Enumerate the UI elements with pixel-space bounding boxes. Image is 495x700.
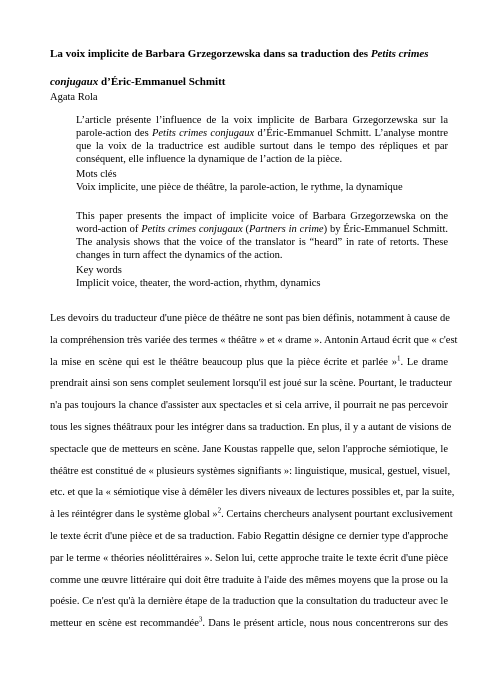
body-line (50, 373, 452, 395)
body-line-text: à les réintégrer dans le système global » (50, 509, 218, 521)
abstract-english (76, 210, 448, 262)
body-line-text: spectacle que de metteurs en scène. Jane Koustas rappelle que, selon l'approche sémiotique, le (50, 443, 448, 455)
body-line (50, 482, 455, 504)
keywords-en: Implicit voice, theater, the word-action, rhythm, dynamics (76, 278, 321, 289)
body-line-text: metteur en scène est recommandée (50, 618, 199, 630)
body-line-text-after: . Le drame (400, 356, 449, 368)
title-part1: La voix implicite de Barbara Grzegorzewska dans sa traduction des (50, 48, 371, 60)
abstract-french (76, 114, 448, 166)
body-line (50, 613, 448, 635)
body-line (50, 526, 448, 548)
body-line (50, 548, 448, 570)
body-line (50, 591, 448, 613)
body-line-text: prendrait ainsi son sens complet seulement lorsqu'il est joué sur la scène. Pourtant, le traducteur (50, 378, 452, 390)
keywords-en-label: Key words (76, 265, 122, 276)
title-italic-1: Petits crimes (370, 48, 429, 60)
abstract-en-italic-2: Partners in crime (249, 224, 324, 235)
body-line-text: comme une œuvre littéraire qui doit être traduite à l'aide des mêmes moyens que la prose ou la (50, 574, 448, 586)
article-title (50, 40, 450, 96)
body-line (50, 308, 448, 330)
author-name: Agata Rola (50, 92, 98, 103)
body-line-text: etc. et que la « sémiotique vise à démêler les divers niveaux de lectures possibles et, par la suite, (50, 487, 455, 499)
footnote-marker[interactable]: 3 (198, 615, 203, 624)
body-line (50, 570, 448, 592)
footnote-marker[interactable]: 1 (396, 354, 401, 363)
body-paragraph (50, 308, 458, 635)
abstract-en-text-mid: ( (242, 224, 250, 235)
abstract-fr-italic: Petits crimes conjugaux (151, 128, 255, 139)
body-line (50, 352, 448, 374)
abstract-en-text-b: ) by Éric-Emmanuel Schmitt. The analysis shows that the voice of the translator is “heard” in rate of retorts. These changes in turn affect the dynamics of the action. (76, 224, 448, 261)
body-line-text-after: . Certains chercheurs analysent pourtant exclusivement (221, 509, 453, 521)
body-line-text: la compréhension très variée des termes « théâtre » et « drame ». Antonin Artaud écrit que « c'est (50, 334, 458, 346)
abstract-en-text-a: This paper presents the impact of implicite voice of Barbara Grzegorzewska on the word-action of (76, 211, 448, 235)
title-part2: d’Éric-Emmanuel Schmitt (98, 76, 226, 88)
body-line-text-after: . Dans le présent article, nous nous concentrerons sur des (202, 618, 448, 630)
footnote-marker[interactable]: 2 (217, 506, 222, 515)
body-line (50, 461, 451, 483)
body-line-text: le texte écrit d'une pièce et de sa traduction. Fabio Regattin désigne ce dernier type d'approche (50, 530, 448, 542)
body-line (50, 439, 448, 461)
body-line (50, 330, 458, 352)
body-line (50, 395, 448, 417)
keywords-fr-label: Mots clés (76, 169, 117, 180)
body-line-text: théâtre est constitué de « plusieurs systèmes signifiants »: linguistique, musical, gestuel, visuel, (50, 465, 451, 477)
body-line (50, 417, 452, 439)
abstract-fr-text-a: L’article présente l’influence de la voix implicite de Barbara Grzegorzewska sur la parole-action des (76, 115, 448, 139)
body-line-text: Les devoirs du traducteur d'une pièce de théâtre ne sont pas bien définis, notamment à cause de (50, 313, 450, 324)
abstract-en-italic-1: Petits crimes conjugaux (141, 224, 243, 235)
body-line-text: n'a pas toujours la chance d'assister aux spectacles et si cela arrive, il pourrait ne pas percevoir (50, 400, 448, 412)
body-line-text: poésie. Ce n'est qu'à la dernière étape de la traduction que la consultation du traducteur avec le (50, 596, 448, 608)
body-line-text: tous les signes théâtraux pour les intégrer dans sa traduction. En plus, il y a autant de visions de (50, 421, 452, 433)
keywords-fr: Voix implicite, une pièce de théâtre, la parole-action, le rythme, la dynamique (76, 182, 403, 193)
abstract-fr-text-b: d’Éric-Emmanuel Schmitt. L’analyse montre que la voix de la traductrice est audible surtout dans le tempo des répliques et par conséquent, elle influence la dynamique de l’action de la pièce. (76, 128, 448, 165)
title-italic-2: conjugaux (50, 76, 99, 88)
body-line (50, 504, 453, 526)
body-line-text: la mise en scène qui est le théâtre beaucoup plus que la pièce écrite et parlée » (50, 356, 397, 368)
body-line-text: par le terme « théories néolittéraires ». Selon lui, cette approche traite le texte écrit d'une pièce (50, 552, 448, 564)
